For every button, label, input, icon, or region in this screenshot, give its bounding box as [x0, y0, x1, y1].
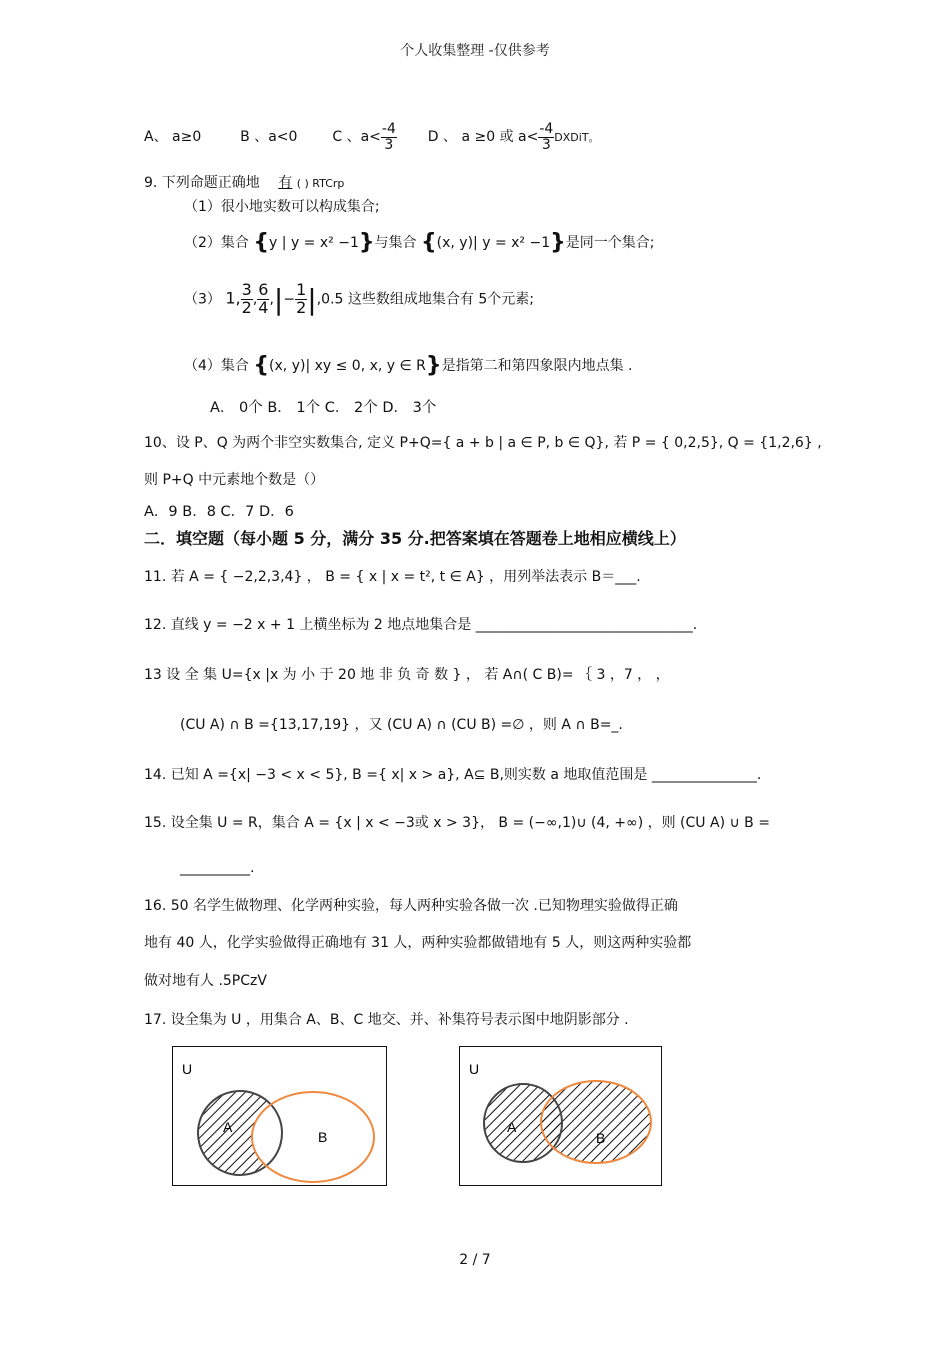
- q9-s3-one: 1,: [225, 288, 241, 308]
- q8-option-d-tail: DXDiT。: [554, 131, 600, 145]
- q8-option-a: A、 a≥0: [144, 129, 202, 146]
- q9-stem: [144, 172, 344, 192]
- q9-s4-pre: （4）集合: [184, 358, 249, 374]
- q9-stem-underlined: 有: [278, 175, 293, 191]
- venn-diagram-1: [172, 1046, 388, 1187]
- q9-s2-mid: 与集合: [374, 235, 417, 251]
- q9-s3-fraction-1: $\frac{3}{2}$: [241, 280, 252, 317]
- q16-line-1: 16. 50 名学生做物理、化学两种实验，每人两种实验各做一次 .已知物理实验做得正确: [144, 898, 678, 914]
- label-u-2: U: [469, 1061, 480, 1077]
- q14: 14. 已知 A ={x| −3 < x < 5}, B ={ x| x > a}, A⊆ B,则实数 a 地取值范围是 _______________.: [144, 767, 762, 783]
- q9-statement-3: （3） 1, $\frac{3}{2}$ , $\frac{6}{4}$ ,|− $\frac{1}{2}$ |,0.5 这些数组成地集合有 5个元素;: [184, 280, 534, 317]
- q9-s2-set2: (x, y)| y = x² −1: [436, 235, 551, 251]
- q16-line-2: 地有 40 人，化学实验做得正确地有 31 人，两种实验都做错地有 5 人，则这两种实验都: [144, 935, 692, 951]
- section-2-title: 二．填空题（每小题 5 分，满分 35 分.把答案填在答题卷上地相应横线上）: [144, 529, 686, 548]
- q9-s3-fraction-3: $\frac{1}{2}$: [296, 280, 307, 317]
- q9-s3-post: ,0.5 这些数组成地集合有 5个元素;: [316, 291, 534, 308]
- q9-stem-text: 9. 下列命题正确地: [144, 175, 260, 191]
- q8-option-c: C 、a<: [332, 129, 381, 146]
- q13-line-1: 13 设 全 集 U={x |x 为 小 于 20 地 非 负 奇 数 } ， 若 A∩( C B)= ｛ 3 ，7 ， ，: [144, 667, 670, 683]
- q9-statement-2: （2）集合 {y | y = x² −1}与集合 {(x, y)| y = x² −1}是同一个集合;: [184, 230, 655, 255]
- q9-s3-fraction-2: $\frac{6}{4}$: [258, 280, 269, 317]
- q9-s2-post: 是同一个集合;: [565, 235, 655, 251]
- q13-line-2: (CU A) ∩ B ={13,17,19} ，又 (CU A) ∩ (CU B) =∅ ，则 A ∩ B=_.: [180, 717, 623, 733]
- q8-option-c-fraction: $\frac{-4}{3}$: [381, 121, 396, 153]
- q8-options: [144, 122, 600, 152]
- q15-line-2: __________.: [180, 860, 255, 876]
- q11: 11. 若 A = { −2,2,3,4} ， B = { x | x = t², t ∈ A} ，用列举法表示 B＝___.: [144, 569, 641, 585]
- q15-line-1: 15. 设全集 U = R，集合 A = {x | x < −3或 x > 3}， B = (−∞,1)∪ (4, +∞) ，则 (CU A) ∪ B =: [144, 815, 770, 831]
- q9-s4-post: 是指第二和第四象限内地点集 .: [441, 358, 633, 374]
- q9-options: A． 0个 B． 1个 C． 2个 D． 3个: [210, 400, 437, 416]
- q9-stem-tail: ( ) RTCrp: [296, 177, 345, 190]
- q10-line-2: 则 P+Q 中元素地个数是（）: [144, 472, 325, 488]
- label-b-1: B: [318, 1129, 328, 1145]
- q8-option-b: B 、a<0: [240, 129, 298, 146]
- page-number: 2 / 7: [459, 1252, 491, 1268]
- label-b-2: B: [596, 1130, 606, 1146]
- q9-statement-1: （1）很小地实数可以构成集合;: [184, 199, 380, 215]
- q12: 12. 直线 y = −2 x + 1 上横坐标为 2 地点地集合是 _______________________________.: [144, 617, 698, 633]
- label-a-2: A: [507, 1119, 517, 1135]
- q8-option-d-fraction: $\frac{-4}{3}$: [539, 121, 554, 153]
- label-u-1: U: [182, 1061, 193, 1077]
- q9-s2-pre: （2）集合: [184, 235, 249, 251]
- q17: 17. 设全集为 U ，用集合 A、B、C 地交、并、补集符号表示图中地阴影部分 .: [144, 1012, 629, 1028]
- q10-options: A．9 B．8 C．7 D．6: [144, 504, 294, 520]
- q10-line-1: 10、设 P、Q 为两个非空实数集合, 定义 P+Q={ a + b | a ∈ P, b ∈ Q}, 若 P = { 0,2,5}, Q = {1,2,6} ,: [144, 435, 822, 451]
- q9-s2-set1: y | y = x² −1: [269, 235, 359, 251]
- venn-diagram-2: [459, 1046, 663, 1187]
- q8-option-d: D 、 a ≥0 或 a<: [427, 129, 539, 146]
- q9-s3-pre: （3）: [184, 291, 221, 308]
- q16-line-3: 做对地有人 .5PCzV: [144, 973, 267, 989]
- q9-statement-4: （4）集合 {(x, y)| xy ≤ 0, x, y ∈ R}是指第二和第四象限内地点集 .: [184, 353, 633, 378]
- q9-s4-set: (x, y)| xy ≤ 0, x, y ∈ R: [269, 358, 426, 374]
- label-a-1: A: [223, 1119, 233, 1135]
- page-header: 个人收集整理 -仅供参考: [400, 43, 550, 59]
